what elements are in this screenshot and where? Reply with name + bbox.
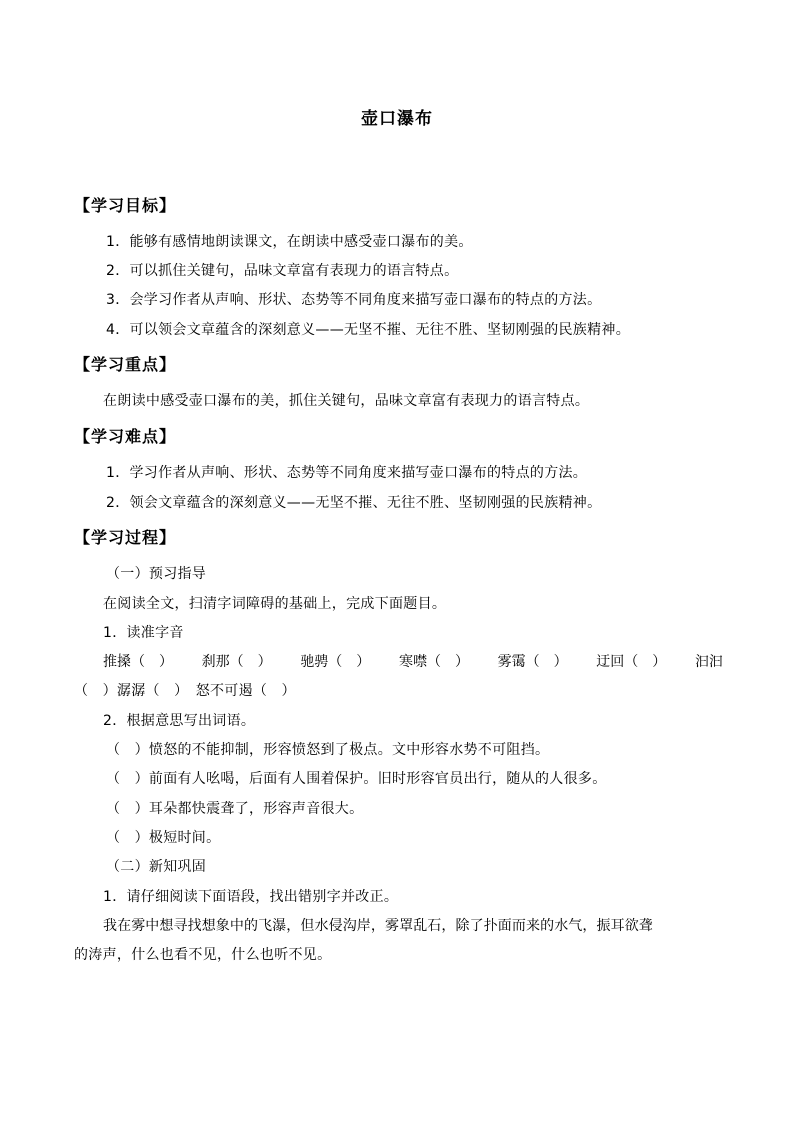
- q2-item-3: （ ）耳朵都快震聋了，形容声音很大。: [106, 801, 364, 817]
- difficulty-item-2: 2．领会文章蕴含的深刻意义——无坚不摧、无往不胜、坚韧刚强的民族精神。: [106, 495, 602, 511]
- focus-text: 在朗读中感受壶口瀑布的美，抓住关键句，品味文章富有表现力的语言特点。: [103, 393, 590, 409]
- section-heading-difficulty: 【学习难点】: [74, 427, 177, 446]
- part2-q1: 1．请仔细阅读下面语段，找出错别字并改正。: [103, 889, 399, 905]
- section-heading-goals: 【学习目标】: [74, 196, 177, 215]
- passage-line-1: 我在雾中想寻找想象中的飞瀑，但水侵沟岸，雾罩乱石，除了扑面而来的水气，振耳欲聋: [103, 918, 653, 934]
- q2-title: 2．根据意思写出词语。: [103, 713, 256, 729]
- goal-item-3: 3．会学习作者从声响、形状、态势等不同角度来描写壶口瀑布的特点的方法。: [106, 292, 602, 308]
- passage-line-2: 的涛声，什么也看不见，什么也听不见。: [74, 947, 332, 963]
- goal-item-1: 1．能够有感情地朗读课文，在朗读中感受壶口瀑布的美。: [106, 234, 473, 250]
- difficulty-item-1: 1．学习作者从声响、形状、态势等不同角度来描写壶口瀑布的特点的方法。: [106, 465, 588, 481]
- goal-item-4: 4．可以领会文章蕴含的深刻意义——无坚不摧、无往不胜、坚韧刚强的民族精神。: [106, 322, 631, 338]
- part2-title: （二）新知巩固: [106, 859, 207, 875]
- goal-item-2: 2．可以抓住关键句，品味文章富有表现力的语言特点。: [106, 263, 459, 279]
- section-heading-focus: 【学习重点】: [74, 355, 177, 374]
- q2-item-2: （ ）前面有人吆喝，后面有人围着保护。旧时形容官员出行，随从的人很多。: [106, 771, 607, 787]
- pinyin-item: 驰骋（ ）: [300, 654, 371, 670]
- page-title: 壶口瀑布: [361, 109, 433, 129]
- q1-title: 1．读准字音: [103, 625, 184, 641]
- pinyin-item: 雾霭（ ）: [497, 654, 568, 670]
- pinyin-item: 推搡（ ）: [103, 654, 173, 670]
- pinyin-item: 刹那（ ）: [201, 654, 272, 670]
- section-heading-process: 【学习过程】: [74, 528, 177, 547]
- pinyin-item: 迂回（ ）: [596, 654, 667, 670]
- pinyin-item: 汩汩: [694, 654, 723, 670]
- pinyin-item: 寒噤（ ）: [398, 654, 469, 670]
- q2-item-4: （ ）极短时间。: [106, 830, 221, 846]
- part1-title: （一）预习指导: [106, 566, 207, 582]
- pinyin-row-2: （ ）潺潺（ ） 怒不可遏（ ）: [74, 683, 296, 699]
- pinyin-row: [103, 653, 723, 671]
- part1-intro: 在阅读全文，扫清字词障碍的基础上，完成下面题目。: [103, 596, 447, 612]
- q2-item-1: （ ）愤怒的不能抑制，形容愤怒到了极点。文中形容水势不可阻挡。: [106, 742, 550, 758]
